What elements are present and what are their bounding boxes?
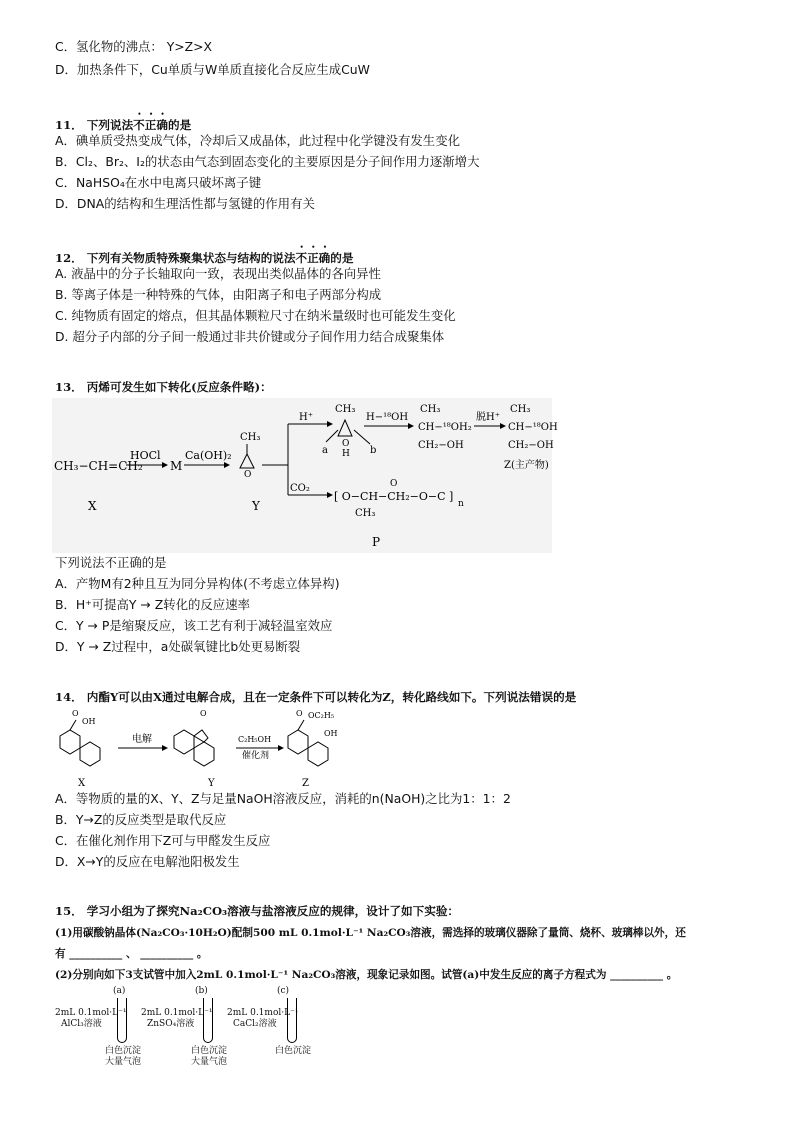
q11-option-c: C．NaHSO₄在水中电离只破坏离子键 — [55, 175, 262, 190]
x-acid-oh: OH — [82, 717, 96, 726]
q10-option-d: D．加热条件下，Cu单质与W单质直接化合反应生成CuW — [55, 62, 370, 77]
tube-c-tag: (c) — [277, 986, 290, 996]
tube-b-obs-line1: 白色沉淀 — [191, 1046, 228, 1056]
reagent-ethanol: C₂H₅OH — [238, 735, 272, 744]
tube-b-tag: (b) — [195, 986, 208, 996]
q14-reaction-scheme — [52, 706, 372, 792]
q15-part1-line2: 有 __________ 、 __________ 。 — [55, 948, 208, 960]
reagent-h18oh: H−¹⁸OH — [366, 412, 409, 423]
tube-c-observation — [275, 1046, 311, 1057]
q10-option-c: C．氢化物的沸点： Y>Z>X — [55, 39, 213, 54]
tube-a-label — [55, 1008, 126, 1030]
tube-b — [203, 998, 213, 1043]
q12-title-emphasis: 不正确 — [295, 251, 331, 265]
q11-title-post: 的是 — [167, 118, 192, 132]
tube-a-tag: (a) — [113, 986, 126, 996]
y-oxygen: O — [244, 470, 252, 480]
label-x: X — [88, 499, 97, 513]
q13-option-c: C．Y → P是缩聚反应，该工艺有利于减轻温室效应 — [55, 618, 333, 633]
q13-number: 13． — [55, 380, 83, 394]
intermediate-methyl: CH₃ — [420, 404, 441, 415]
q13-option-d: D．Y → Z过程中，a处碳氧键比b处更易断裂 — [55, 639, 301, 654]
x-carbonyl-o: O — [72, 709, 79, 718]
q14-option-c: C．在催化剂作用下Z可与甲醛发生反应 — [55, 833, 271, 848]
reagent-hocl: HOCl — [130, 449, 161, 462]
q14-option-b: B．Y→Z的反应类型是取代反应 — [55, 812, 227, 827]
z-ch2oh: CH₂−OH — [508, 440, 554, 451]
protonated-h: H — [342, 449, 350, 459]
q11-title-emphasis: 不正确 — [133, 118, 168, 132]
q12-title — [55, 244, 353, 267]
protonated-methyl: CH₃ — [335, 404, 356, 415]
tube-b-label — [141, 1008, 212, 1030]
q11-option-d: D．DNA的结构和生理活性都与氢键的作用有关 — [55, 196, 315, 211]
tube-b-label-line1: 2mL 0.1mol·L⁻¹ — [141, 1008, 213, 1018]
label-z: Z(主产物) — [504, 460, 549, 471]
q12-title-pre: 下列有关物质特殊聚集状态与结构的说法 — [86, 251, 296, 265]
z-ester-group: OC₂H₅ — [308, 711, 335, 720]
q11-title — [55, 111, 191, 134]
q13-question: 下列说法不正确的是 — [55, 555, 167, 570]
q13-option-a: A．产物M有2种且互为同分异构体(不考虑立体异构) — [55, 576, 340, 591]
reagent-co2: CO₂ — [290, 483, 310, 494]
polymer-methyl: CH₃ — [355, 508, 376, 519]
tube-c-label-line1: 2mL 0.1mol·L⁻¹ — [227, 1008, 299, 1018]
q13-title — [55, 378, 272, 396]
reagent-electrolysis: 电解 — [132, 734, 152, 745]
bond-label-a: a — [322, 445, 328, 456]
reagent-deprotonate: 脱H⁺ — [476, 412, 500, 423]
tube-a-observation — [105, 1046, 141, 1068]
y-carbonyl-o: O — [200, 709, 207, 718]
z-chain: CH−¹⁸OH — [508, 422, 558, 433]
tube-b-label-line2: ZnSO₄溶液 — [147, 1019, 195, 1029]
tube-c — [287, 998, 297, 1043]
tube-a-obs-line2: 大量气泡 — [105, 1057, 142, 1067]
intermediate-ch2oh: CH₂−OH — [418, 440, 464, 451]
label-p: P — [372, 535, 381, 549]
q14-number: 14． — [55, 690, 83, 704]
q15-number: 15． — [55, 904, 83, 918]
q15-title — [55, 902, 459, 920]
label-m: M — [170, 459, 183, 473]
q12-number: 12． — [55, 251, 83, 265]
q15-title-text: 学习小组为了探究Na₂CO₃溶液与盐溶液反应的规律，设计了如下实验： — [86, 904, 460, 918]
y-methyl: CH₃ — [240, 432, 261, 443]
z-phenol-oh: OH — [324, 729, 338, 738]
q14-title — [55, 688, 576, 706]
tube-a-label-line1: 2mL 0.1mol·L⁻¹ — [55, 1008, 127, 1018]
polymer-carbonyl: O — [390, 479, 398, 489]
polymer-n: n — [458, 499, 464, 509]
label-y: Y — [252, 499, 260, 513]
tube-b-obs-line2: 大量气泡 — [191, 1057, 228, 1067]
label-y: Y — [208, 778, 215, 789]
q13-reaction-scheme — [52, 398, 558, 553]
q14-option-a: A．等物质的量的X、Y、Z与足量NaOH溶液反应，消耗的n(NaOH)之比为1：1：2 — [55, 791, 511, 806]
q13-title-text: 丙烯可发生如下转化(反应条件略)： — [86, 380, 272, 394]
q11-number: 11． — [55, 118, 83, 132]
reagent-caoh2: Ca(OH)₂ — [185, 449, 232, 462]
q12-title-post: 的是 — [330, 251, 354, 265]
q15-test-tube-figure — [55, 986, 345, 1070]
label-x: X — [78, 778, 86, 789]
q12-option-b: B. 等离子体是一种特殊的气体，由阳离子和电子两部分构成 — [55, 287, 382, 302]
reagent-catalyst: 催化剂 — [242, 751, 270, 761]
bond-label-b: b — [370, 445, 377, 456]
tube-a — [117, 998, 127, 1043]
tube-a-label-line2: AlCl₃溶液 — [61, 1019, 102, 1029]
propene-formula: CH₃−CH=CH₂ — [54, 459, 143, 473]
q15-part1-line1: (1)用碳酸钠晶体(Na₂CO₃·10H₂O)配制500 mL 0.1mol·L⁻¹ Na₂CO₃溶液，需选择的玻璃仪器除了量筒、烧杯、玻璃棒以外，还 — [55, 927, 686, 939]
q11-title-pre: 下列说法 — [86, 118, 134, 132]
tube-c-label-line2: CaCl₂溶液 — [233, 1019, 277, 1029]
q12-option-d: D. 超分子内部的分子间一般通过非共价键或分子间作用力结合成聚集体 — [55, 329, 445, 344]
q12-option-a: A. 液晶中的分子长轴取向一致，表现出类似晶体的各向异性 — [55, 266, 381, 281]
q11-option-b: B．Cl₂、Br₂、I₂的状态由气态到固态变化的主要原因是分子间作用力逐渐增大 — [55, 154, 480, 169]
tube-a-obs-line1: 白色沉淀 — [105, 1046, 142, 1056]
intermediate-chain: CH−¹⁸OH₂ — [418, 422, 472, 433]
tube-c-obs-line1: 白色沉淀 — [275, 1046, 312, 1056]
z-methyl: CH₃ — [510, 404, 531, 415]
q11-option-a: A．碘单质受热变成气体，冷却后又成晶体，此过程中化学键没有发生变化 — [55, 133, 460, 148]
q15-part2: (2)分别向如下3支试管中加入2mL 0.1mol·L⁻¹ Na₂CO₃溶液，现象记录如图。试管(a)中发生反应的离子方程式为 __________ 。 — [55, 969, 678, 981]
reagent-hplus: H⁺ — [299, 412, 313, 423]
polymer-formula: [ O−CH−CH₂−O−C ] — [334, 490, 454, 503]
label-z: Z — [302, 778, 309, 789]
q14-title-text: 内酯Y可以由X通过电解合成，且在一定条件下可以转化为Z，转化路线如下。下列说法错误的是 — [86, 690, 577, 704]
tube-b-observation — [191, 1046, 227, 1068]
q14-option-d: D．X→Y的反应在电解池阳极发生 — [55, 854, 240, 869]
protonated-oxygen: O — [342, 439, 350, 449]
q13-option-b: B．H⁺可提高Y → Z转化的反应速率 — [55, 597, 250, 612]
z-carbonyl-o: O — [296, 709, 303, 718]
q12-option-c: C. 纯物质有固定的熔点，但其晶体颗粒尺寸在纳米量级时也可能发生变化 — [55, 308, 456, 323]
